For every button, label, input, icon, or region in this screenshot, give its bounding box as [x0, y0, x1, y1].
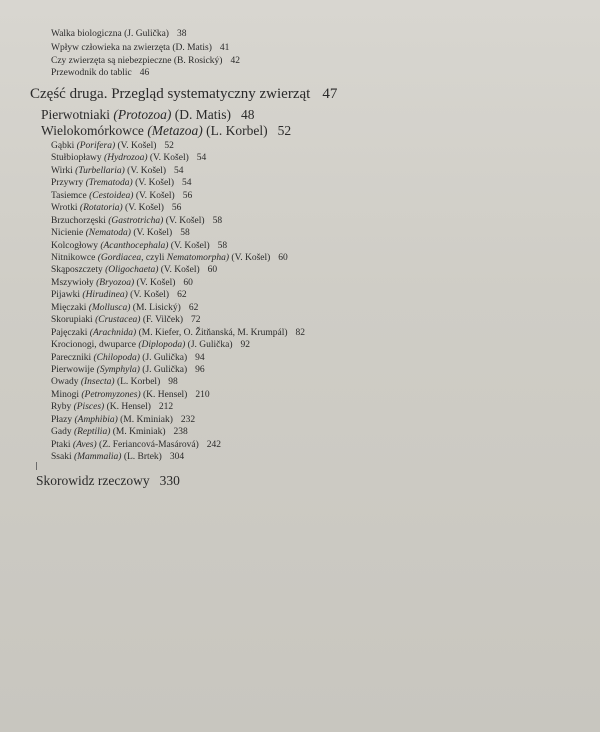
entry-author: (M. Kminiak): [110, 427, 166, 438]
toc-entry: [51, 278, 193, 288]
page-number: 60: [278, 253, 288, 263]
entry-author: (J. Gulička): [185, 340, 233, 350]
entry-author: (M. Kiefer, O. Žitňanská, M. Krumpál): [136, 327, 288, 338]
latin-name: (Amphibia): [74, 414, 118, 425]
toc-entry: [51, 340, 250, 350]
latin-name: (Gordiacea,: [97, 253, 144, 263]
entry-author: (K. Hensel): [104, 402, 151, 413]
latin-name: (Symphyla): [96, 364, 140, 375]
entry-author: (D. Matis): [171, 107, 231, 122]
toc-entry: [51, 153, 206, 163]
entry-title: Przewodnik do tablic: [51, 68, 132, 78]
entry-title: Pareczniki: [51, 352, 94, 363]
entry-title: Tasiemce: [51, 190, 90, 201]
entry-title: Przywry: [51, 178, 86, 189]
entry-title: Nicienie: [51, 228, 86, 239]
page-number: 54: [196, 153, 207, 164]
entry-title: Wirki: [51, 165, 76, 176]
toc-entry: [51, 253, 288, 263]
entry-title: Nitnikowce: [51, 253, 98, 263]
entry-author: czyli: [143, 253, 167, 263]
page-number: 72: [191, 315, 201, 326]
toc-entry-protozoa: [41, 107, 255, 123]
page-number: 58: [212, 215, 223, 226]
entry-author: (V. Košel): [168, 240, 210, 251]
page-number: 56: [171, 203, 182, 214]
entry-title: Ptaki: [51, 439, 73, 450]
page-number: 232: [180, 414, 196, 425]
latin-name: (Acanthocephala): [100, 240, 169, 251]
toc-entry: [51, 166, 184, 176]
entry-author: (V. Košel): [229, 253, 271, 263]
latin-name: (Mollusca): [88, 302, 131, 313]
latin-name: (Pisces): [73, 402, 105, 413]
part-heading: [30, 86, 337, 103]
page-number: 52: [277, 123, 292, 138]
entry-title: Wpływ człowieka na zwierzęta (D. Matis): [51, 43, 212, 53]
page-number: 48: [241, 107, 255, 122]
entry-title: Pijawki: [51, 290, 83, 301]
toc-entry: [51, 203, 181, 213]
entry-author: (V. Košel): [158, 265, 200, 276]
entry-author: (F. Vilček): [140, 315, 184, 326]
page-number: 60: [207, 265, 218, 276]
latin-name: (Porifera): [76, 141, 116, 151]
page-number: 62: [188, 302, 199, 313]
entry-author: (J. Gulička): [139, 364, 188, 375]
toc-entry: [51, 353, 205, 363]
toc-entry: [51, 427, 188, 437]
toc-entry: [51, 328, 305, 338]
latin-name: (Rotatoria): [79, 203, 123, 214]
latin-name: (Diplopoda): [138, 340, 186, 350]
entry-author: (M. Lisický): [130, 302, 181, 313]
entry-title: Pierwowije: [51, 364, 97, 375]
toc-entry: [51, 315, 201, 325]
page-number: 58: [217, 240, 228, 251]
entry-author: (V. Košel): [132, 178, 174, 189]
entry-author: (V. Košel): [163, 215, 205, 226]
toc-entry: [51, 43, 229, 53]
page-number: 38: [176, 29, 187, 39]
entry-author: (V. Košel): [127, 290, 170, 301]
page-number: 212: [158, 402, 174, 413]
page-number: 96: [195, 364, 205, 375]
entry-title: Ryby: [51, 402, 74, 413]
latin-name: (Reptilia): [73, 427, 111, 438]
entry-author: (Z. Feriancová-Masárová): [96, 439, 199, 450]
entry-author: (V. Košel): [134, 277, 176, 288]
entry-title: Minogi: [51, 389, 82, 400]
latin-name: (Oligochaeta): [105, 265, 159, 276]
page-number: 46: [139, 68, 150, 78]
margin-mark: [36, 462, 37, 470]
entry-author: (L. Korbel): [114, 377, 161, 388]
entry-author: (V. Košel): [147, 153, 189, 164]
entry-title: Pajęczaki: [51, 327, 90, 338]
entry-title: Wrotki: [51, 203, 80, 214]
page-number: 54: [182, 178, 192, 189]
toc-entry-index: [36, 473, 180, 489]
page-number: 62: [177, 290, 187, 301]
entry-author: (V. Košel): [124, 165, 167, 176]
entry-title: Kolcogłowy: [51, 240, 101, 251]
latin-name: (Hirudinea): [82, 290, 128, 301]
entry-title: Brzuchorzęski: [51, 215, 109, 226]
entry-author: (L. Brtek): [121, 452, 162, 462]
page-number: 56: [182, 190, 193, 201]
latin-name: (Petromyzones): [81, 389, 141, 400]
latin-name: (Cestoidea): [89, 190, 134, 201]
latin-name: (Aves): [72, 439, 97, 450]
entry-author: (V. Košel): [115, 141, 157, 151]
page-number: 94: [195, 352, 205, 363]
page-number: 58: [180, 228, 190, 239]
entry-author: (K. Hensel): [140, 389, 188, 400]
entry-title: Walka biologiczna (J. Gulička): [51, 29, 169, 39]
entry-title: Owady: [51, 377, 81, 388]
page-number: 98: [168, 377, 178, 388]
toc-entry: [51, 452, 184, 462]
latin-name: (Chilopoda): [93, 352, 140, 363]
entry-title: Stułbiopławy: [51, 153, 105, 164]
toc-entry-metazoa: [41, 123, 291, 139]
latin-name: (Bryozoa): [96, 277, 135, 288]
page-number: 210: [195, 389, 210, 400]
page-number: 330: [159, 473, 180, 488]
latin-name: (Insecta): [80, 377, 115, 388]
entry-title: Skąposzczety: [51, 265, 106, 276]
entry-author: (V. Košel): [133, 190, 175, 201]
entry-title: Ssaki: [51, 452, 74, 462]
entry-title: Pierwotniaki: [41, 107, 114, 122]
toc-entry: [51, 56, 240, 66]
entry-author: (J. Gulička): [139, 352, 188, 363]
toc-entry: [51, 390, 210, 400]
entry-title: Krocionogi, dwuparce: [51, 340, 139, 350]
entry-title: Skorupiaki: [51, 315, 96, 326]
page-number: 60: [183, 277, 193, 288]
toc-entry: [51, 216, 222, 226]
toc-entry: [51, 415, 195, 425]
page-number: 47: [322, 86, 338, 102]
latin-name: (Protozoa): [113, 107, 172, 122]
entry-title: Gady: [51, 427, 74, 438]
toc-entry: [51, 303, 198, 313]
latin-name: (Metazoa): [147, 123, 203, 138]
toc-entry: [51, 377, 178, 387]
toc-entry: [51, 29, 186, 39]
latin-name: (Gastrotricha): [108, 215, 164, 226]
latin-name: (Hydrozoa): [104, 153, 148, 164]
part-title: Część druga. Przegląd systematyczny zwierząt: [30, 86, 311, 102]
toc-entry: [51, 265, 217, 275]
page-number: 242: [206, 439, 221, 450]
toc-entry: [51, 440, 221, 450]
page-number: 52: [164, 141, 174, 151]
entry-title: Czy zwierzęta są niebezpieczne (B. Rosický): [51, 56, 223, 66]
page-number: 304: [169, 452, 185, 462]
entry-title: Skorowidz rzeczowy: [36, 473, 150, 488]
toc-entry: [51, 191, 192, 201]
page-number: 238: [173, 427, 188, 438]
latin-name: (Crustacea): [95, 315, 141, 326]
toc-entry: [51, 290, 187, 300]
latin-name: (Mammalia): [73, 452, 122, 462]
toc-entry: [51, 241, 227, 251]
entry-author: (M. Kminiak): [117, 414, 173, 425]
toc-entry: [51, 402, 173, 412]
entry-title: Płazy: [51, 414, 75, 425]
page-number: 41: [219, 43, 230, 53]
page-number: 92: [240, 340, 251, 350]
toc-entry: [51, 141, 174, 151]
latin-name: (Trematoda): [85, 178, 133, 189]
toc-entry: [51, 178, 192, 188]
toc-entry: [51, 68, 149, 78]
entry-title: Mięczaki: [51, 302, 89, 313]
toc-entry: [51, 365, 205, 375]
entry-title: Mszywioły: [51, 277, 97, 288]
entry-author: (V. Košel): [122, 203, 164, 214]
page-number: 42: [230, 56, 240, 66]
page-number: 54: [174, 165, 184, 176]
entry-author: (L. Korbel): [202, 123, 268, 138]
entry-title: Gąbki: [51, 141, 77, 151]
latin-name: (Nematoda): [85, 228, 131, 239]
toc-entry: [51, 228, 190, 238]
latin-name: Nematomorpha): [166, 253, 230, 263]
entry-title: Wielokomórkowce: [41, 123, 148, 138]
latin-name: (Turbellaria): [75, 165, 125, 176]
page-number: 82: [295, 327, 306, 338]
entry-author: (V. Košel): [130, 228, 173, 239]
latin-name: (Arachnida): [89, 327, 137, 338]
